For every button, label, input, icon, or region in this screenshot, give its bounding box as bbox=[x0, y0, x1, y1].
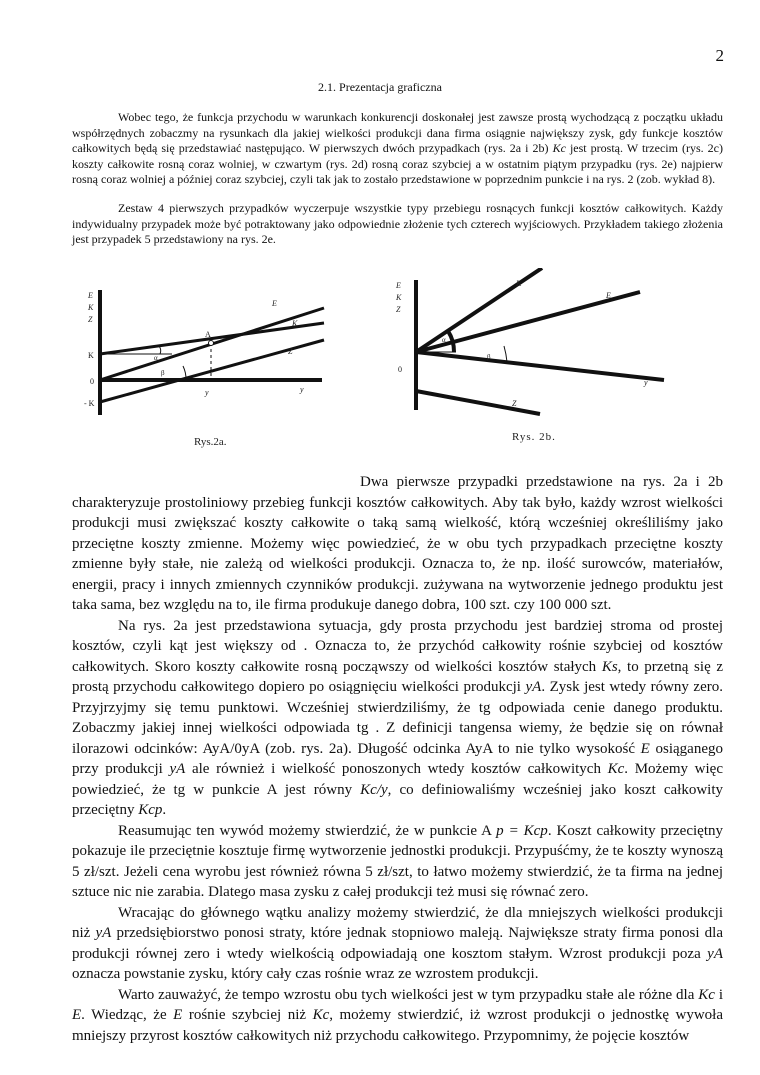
fig2a-label-k-axis: K bbox=[88, 303, 94, 312]
fig2b-caption: Rys. 2b. bbox=[512, 431, 556, 443]
fig2a-label-ks: K bbox=[88, 351, 94, 360]
fig2a-label-z-axis: Z bbox=[88, 315, 93, 324]
fig2b-label-y: y bbox=[644, 378, 648, 387]
body-paragraph-5: Warto zauważyć, że tempo wzrostu obu tych wielkości jest w tym przypadku stałe ale różne dla Kc i E. Wiedząc, że E rośnie szybciej niż Kc, możemy stwierdzić, iż wzrost produkcji o jednostkę wywoła mniejszy przyrost kosztów całkowitych niż przychodu całkowitego. Przypomnimy, że pojęcie kosztów bbox=[72, 986, 723, 1044]
page-number: 2 bbox=[715, 46, 724, 65]
fig2a-label-z: Z bbox=[288, 347, 293, 356]
fig2a-label-ya: y bbox=[205, 388, 209, 397]
fig2b-label-zero: 0 bbox=[398, 365, 402, 374]
fig2a-alpha-arc bbox=[159, 346, 161, 354]
body-paragraph-4: Wracając do głównego wątku analizy możemy stwierdzić, że dla mniejszych wielkości produkcji niż yA przedsiębiorstwo ponosi straty, które jednak stopniowo maleją. Największe straty firma ponosi dla produkcji równej zero i wtedy wielkością odpowiadają one kosztom stałym. Wzrost produkcji poza yA oznacza powstanie zysku, który cały czas rośnie wraz ze wzrostem produkcji. bbox=[72, 904, 723, 982]
fig2b-horizontal-axis bbox=[416, 352, 664, 380]
fig2b-beta-arc bbox=[504, 346, 507, 362]
body-paragraph-1: Dwa pierwsze przypadki przedstawione na rys. 2a i 2b charakteryzuje prostoliniowy przebieg funkcji kosztów całkowitych. Aby tak było, każdy wzrost wielkości produkcji musi zwiększać koszty całkowite o taką samą wielkość, którą wcześniej określiliśmy jako przeciętne koszty zmienne. Możemy więc powiedzieć, że w obu tych przypadkach przeciętne koszty zmienne były stałe, nie zależą od wielkości produkcji. Oznacza to, że np. ilość surowców, materiałów, energii, pracy i innych zmiennych czynników produkcji. zużywana na wytworzenie jednego produktu jest taka sama, bez względu na to, ile firma produkuje danego dobra, 100 szt. czy 100 000 szt. bbox=[72, 474, 723, 613]
figure-2a bbox=[82, 280, 342, 460]
fig2b-label-beta: β bbox=[487, 353, 491, 361]
figure-2b bbox=[392, 268, 672, 453]
fig2a-label-e-axis: E bbox=[88, 291, 93, 300]
intro-paragraph-2: Zestaw 4 pierwszych przypadków wyczerpuje wszystkie typy przebiegu rosnących funkcji kosztów całkowitych. Każdy indywidualny przypadek może być potraktowany jako odpowiednie złożenie tych czterech wyjściowych. Przykładem takiego złożenia jest przypadek 5 przedstawiony na rys. 2e. bbox=[72, 201, 723, 246]
fig2a-label-kc: K bbox=[292, 319, 298, 328]
fig2a-point-a bbox=[209, 341, 214, 346]
fig2a-label-y: y bbox=[300, 385, 304, 394]
fig2a-label-a: A bbox=[205, 330, 211, 339]
fig2b-label-z: Z bbox=[512, 399, 517, 408]
fig2a-label-zero: 0 bbox=[90, 377, 94, 386]
fig2a-label-e: E bbox=[272, 299, 277, 308]
body-paragraph-2: Na rys. 2a jest przedstawiona sytuacja, gdy prosta przychodu jest bardziej stroma od prostej kosztów, czyli kąt jest większy od . Oznacza to, że przychód całkowity rośnie szybciej od kosztów całkowitych. Skoro koszty całkowite rosną począwszy od wielkości kosztów stałych Ks, to przetną się z prostą przychodu całkowitego dopiero po osiągnięciu wielkości produkcji yA. Zysk jest wtedy równy zero. Przyjrzyjmy się temu punktowi. Wcześniej stwierdziliśmy, że tg odpowiada cenie danego produktu. Zobaczmy jakiej innej wielkości odpowiada tg . Z definicji tangensa wiemy, że będzie się on równał ilorazowi odcinków: AyA/0yA (zob. rys. 2a). Długość odcinka AyA to nie tylko wysokość E osiąganego przy produkcji yA ale również i wielkość ponoszonych wtedy kosztów całkowitych Kc. Możemy więc powiedzieć, że tg w punkcie A jest równy Kc/y, co definiowaliśmy wcześniej jako koszt całkowity przeciętny Kcp. bbox=[72, 617, 724, 818]
fig2a-label-alpha: α bbox=[154, 354, 158, 362]
fig2b-label-e: E bbox=[606, 291, 611, 300]
intro-paragraph-1: Wobec tego, że funkcja przychodu w warunkach konkurencji doskonałej jest zawsze prostą wychodzącą z początku układu współrzędnych zobaczmy na rysunkach dla jakiej wielkości produkcji dana firma osiągnie największy zysk, gdy funkcje kosztów całkowitych będą się przedstawiać następująco. W pierwszych dwóch przypadkach (rys. 2a i 2b) Kc jest prostą. W trzecim (rys. 2c) koszty całkowite rosną coraz wolniej, w czwartym (rys. 2d) rosną coraz szybciej a w ostatnim piątym przypadku (rys. 2e) najpierw rosną coraz wolniej a później coraz szybciej, czyli tak jak to zostało przedstawione w poprzednim punkcie i na rys. 2 (zob. wykład 8). bbox=[72, 110, 724, 186]
fig2b-label-kc: K bbox=[516, 279, 522, 288]
fig2b-label-z-axis: Z bbox=[396, 305, 401, 314]
section-heading: 2.1. Prezentacja graficzna bbox=[318, 80, 442, 94]
fig2b-label-alpha: α bbox=[442, 336, 446, 344]
fig2a-label-minus-ks: - K bbox=[84, 399, 95, 408]
fig2a-label-beta: β bbox=[161, 369, 165, 377]
fig2a-caption: Rys.2a. bbox=[194, 436, 227, 448]
body-text bbox=[72, 472, 723, 1046]
fig2b-label-e-axis: E bbox=[396, 281, 401, 290]
fig2b-cost-line bbox=[416, 268, 542, 352]
body-paragraph-3: Reasumując ten wywód możemy stwierdzić, że w punkcie A p = Kcp. Koszt całkowity przeciętny pokazuje ile przeciętnie kosztuje firmę wytworzenie jednostki produkcji. Przypuśćmy, że te koszty wynoszą 5 zł/szt. Jeżeli cena wyrobu jest również równa 5 zł/szt, to łatwo możemy stwierdzić, że ta firma na jednej sztuce nic nie zarabia. Dlatego masa zysku z całej produkcji też musi się równać zero. bbox=[72, 822, 723, 900]
fig2b-profit-line bbox=[416, 391, 540, 414]
fig2b-revenue-line bbox=[416, 292, 640, 352]
fig2b-label-k-axis: K bbox=[396, 293, 402, 302]
